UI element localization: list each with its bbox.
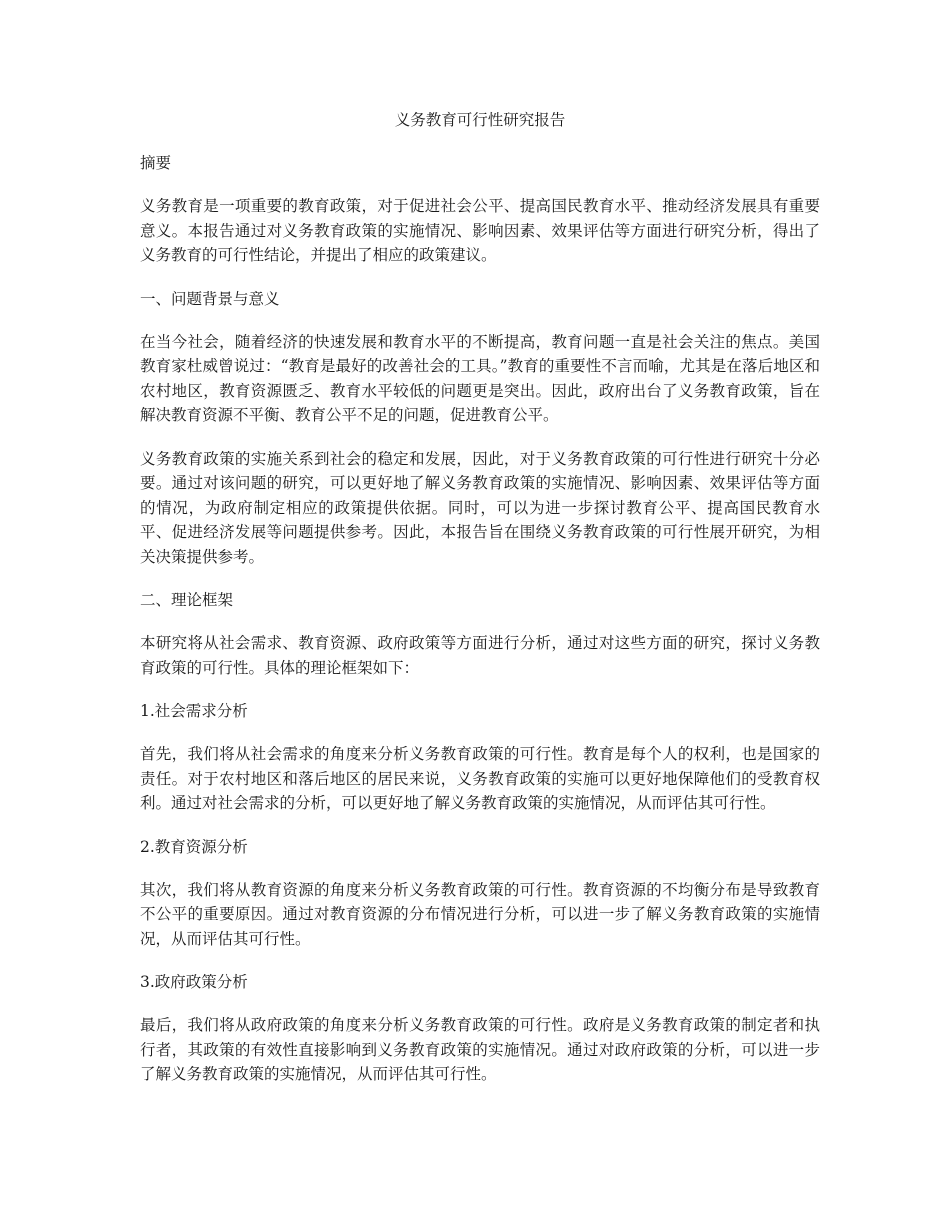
abstract-heading: 摘要 <box>140 154 172 172</box>
section-2-heading: 二、理论框架 <box>140 591 234 609</box>
subsection-education-resources-paragraph: 其次，我们将从教育资源的角度来分析义务教育政策的可行性。教育资源的不均衡分布是导致教育不公平的重要原因。通过对教育资源的分布情况进行分析，可以进一步了解义务教育政策的实施情况，从而评估其可行性。 <box>140 880 820 948</box>
subsection-education-resources-heading: 2.教育资源分析 <box>140 837 248 856</box>
abstract-paragraph: 义务教育是一项重要的教育政策，对于促进社会公平、提高国民教育水平、推动经济发展具有重要意义。本报告通过对义务教育政策的实施情况、影响因素、效果评估等方面进行研究分析，得出了义务教育的可行性结论，并提出了相应的政策建议。 <box>140 197 820 264</box>
subsection-government-policy-heading: 3.政府政策分析 <box>140 973 248 991</box>
subsection-social-demand-heading: 1.社会需求分析 <box>140 702 248 720</box>
section-1-heading: 一、问题背景与意义 <box>140 289 280 308</box>
section-1-paragraph-2: 义务教育政策的实施关系到社会的稳定和发展，因此，对于义务教育政策的可行性进行研究十分必要。通过对该问题的研究，可以更好地了解义务教育政策的实施情况、影响因素、效果评估等方面的情况，为政府制定相应的政策提供依据。同时，可以为进一步探讨教育公平、提高国民教育水平、促进经济发展等问题提供参考。因此，本报告旨在围绕义务教育政策的可行性展开研究，为相关决策提供参考。 <box>140 449 820 566</box>
document-page <box>140 108 820 1106</box>
document-title: 义务教育可行性研究报告 <box>394 111 566 129</box>
subsection-government-policy-paragraph: 最后，我们将从政府政策的角度来分析义务教育政策的可行性。政府是义务教育政策的制定者和执行者，其政策的有效性直接影响到义务教育政策的实施情况。通过对政府政策的分析，可以进一步了解义务教育政策的实施情况，从而评估其可行性。 <box>140 1016 820 1083</box>
section-2-intro: 本研究将从社会需求、教育资源、政府政策等方面进行分析，通过对这些方面的研究，探讨义务教育政策的可行性。具体的理论框架如下： <box>140 634 820 677</box>
section-1-paragraph-1: 在当今社会，随着经济的快速发展和教育水平的不断提高，教育问题一直是社会关注的焦点。美国教育家杜威曾说过：“教育是最好的改善社会的工具。”教育的重要性不言而喻，尤其是在落后地区和农村地区，教育资源匮乏、教育水平较低的问题更是突出。因此，政府出台了义务教育政策，旨在解决教育资源不平衡、教育公平不足的问题，促进教育公平。 <box>140 332 820 424</box>
subsection-social-demand-paragraph: 首先，我们将从社会需求的角度来分析义务教育政策的可行性。教育是每个人的权利，也是国家的责任。对于农村地区和落后地区的居民来说，义务教育政策的实施可以更好地保障他们的受教育权利。通过对社会需求的分析，可以更好地了解义务教育政策的实施情况，从而评估其可行性。 <box>140 745 820 812</box>
